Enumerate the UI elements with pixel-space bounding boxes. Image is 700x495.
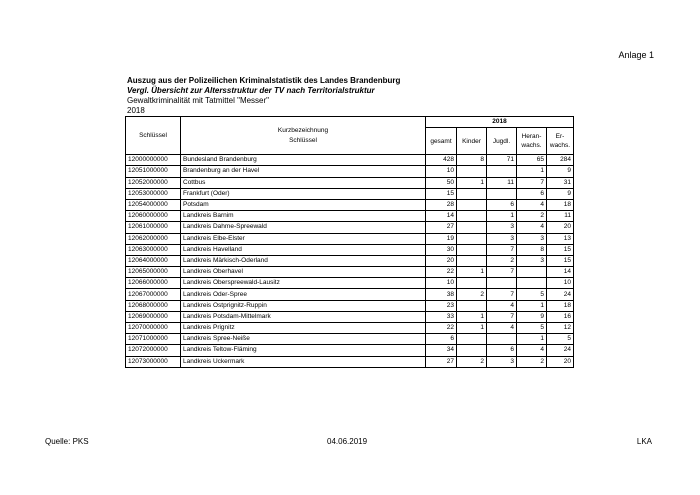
cell-key: 12068000000 <box>126 300 181 311</box>
cell-gesamt: 50 <box>426 177 457 188</box>
cell-key: 12000000000 <box>126 155 181 166</box>
cell-key: 12053000000 <box>126 188 181 199</box>
cell-kinder <box>457 188 487 199</box>
cell-heranwachs: 2 <box>517 356 547 367</box>
cell-kinder: 1 <box>457 311 487 322</box>
header-gesamt: gesamt <box>426 128 457 155</box>
cell-erwachs: 18 <box>547 199 574 210</box>
header-year-group: 2018 <box>426 117 574 128</box>
cell-erwachs: 16 <box>547 311 574 322</box>
cell-kinder: 2 <box>457 356 487 367</box>
cell-gesamt: 28 <box>426 199 457 210</box>
cell-name: Landkreis Dahme-Spreewald <box>181 222 426 233</box>
cell-heranwachs: 5 <box>517 323 547 334</box>
cell-erwachs: 9 <box>547 166 574 177</box>
table-row <box>126 255 574 266</box>
cell-kinder: 1 <box>457 267 487 278</box>
cell-gesamt: 428 <box>426 155 457 166</box>
cell-name: Landkreis Teltow-Fläming <box>181 345 426 356</box>
cell-heranwachs: 4 <box>517 345 547 356</box>
cell-jugdl: 4 <box>487 300 517 311</box>
cell-heranwachs: 5 <box>517 289 547 300</box>
cell-erwachs: 10 <box>547 278 574 289</box>
cell-gesamt: 22 <box>426 323 457 334</box>
footer-date: 04.06.2019 <box>327 437 368 446</box>
table-body <box>126 155 574 368</box>
cell-heranwachs: 1 <box>517 166 547 177</box>
cell-kinder <box>457 345 487 356</box>
cell-key: 12072000000 <box>126 345 181 356</box>
cell-name: Landkreis Oberhavel <box>181 267 426 278</box>
cell-jugdl: 2 <box>487 255 517 266</box>
cell-kinder <box>457 211 487 222</box>
table-row <box>126 311 574 322</box>
cell-gesamt: 34 <box>426 345 457 356</box>
table-row <box>126 334 574 345</box>
table-row <box>126 177 574 188</box>
cell-gesamt: 6 <box>426 334 457 345</box>
cell-name: Bundesland Brandenburg <box>181 155 426 166</box>
cell-name: Landkreis Prignitz <box>181 323 426 334</box>
cell-jugdl: 7 <box>487 311 517 322</box>
cell-heranwachs <box>517 278 547 289</box>
cell-gesamt: 38 <box>426 289 457 300</box>
annex-label: Anlage 1 <box>618 50 654 60</box>
cell-erwachs: 20 <box>547 356 574 367</box>
cell-heranwachs: 7 <box>517 177 547 188</box>
table-row <box>126 222 574 233</box>
cell-name: Landkreis Oder-Spree <box>181 289 426 300</box>
cell-erwachs: 5 <box>547 334 574 345</box>
cell-jugdl: 1 <box>487 211 517 222</box>
header-name: Kurzbezeichnung Schlüssel <box>181 117 426 155</box>
cell-jugdl: 71 <box>487 155 517 166</box>
cell-key: 12062000000 <box>126 233 181 244</box>
cell-name: Potsdam <box>181 199 426 210</box>
table-row <box>126 289 574 300</box>
cell-key: 12051000000 <box>126 166 181 177</box>
cell-heranwachs: 9 <box>517 311 547 322</box>
cell-kinder: 1 <box>457 177 487 188</box>
cell-name: Landkreis Spree-Neiße <box>181 334 426 345</box>
cell-gesamt: 27 <box>426 356 457 367</box>
cell-key: 12069000000 <box>126 311 181 322</box>
table-row <box>126 278 574 289</box>
cell-kinder: 2 <box>457 289 487 300</box>
cell-jugdl <box>487 166 517 177</box>
cell-heranwachs: 4 <box>517 199 547 210</box>
cell-jugdl <box>487 188 517 199</box>
cell-heranwachs: 8 <box>517 244 547 255</box>
table-row <box>126 244 574 255</box>
cell-heranwachs: 6 <box>517 188 547 199</box>
table-row <box>126 155 574 166</box>
cell-key: 12064000000 <box>126 255 181 266</box>
cell-key: 12073000000 <box>126 356 181 367</box>
cell-key: 12061000000 <box>126 222 181 233</box>
cell-kinder <box>457 199 487 210</box>
cell-heranwachs: 1 <box>517 300 547 311</box>
cell-gesamt: 30 <box>426 244 457 255</box>
cell-name: Landkreis Uckermark <box>181 356 426 367</box>
table-row <box>126 188 574 199</box>
cell-kinder <box>457 233 487 244</box>
cell-key: 12063000000 <box>126 244 181 255</box>
table-row <box>126 211 574 222</box>
cell-name: Landkreis Havelland <box>181 244 426 255</box>
cell-jugdl: 11 <box>487 177 517 188</box>
header-title: Auszug aus der Polizeilichen Kriminalstatistik des Landes Brandenburg <box>127 76 401 85</box>
cell-erwachs: 13 <box>547 233 574 244</box>
cell-heranwachs: 1 <box>517 334 547 345</box>
cell-erwachs: 24 <box>547 345 574 356</box>
cell-gesamt: 22 <box>426 267 457 278</box>
cell-jugdl: 7 <box>487 244 517 255</box>
cell-erwachs: 15 <box>547 255 574 266</box>
cell-gesamt: 33 <box>426 311 457 322</box>
cell-key: 12052000000 <box>126 177 181 188</box>
cell-key: 12066000000 <box>126 278 181 289</box>
cell-erwachs: 11 <box>547 211 574 222</box>
cell-heranwachs: 3 <box>517 255 547 266</box>
cell-heranwachs: 3 <box>517 233 547 244</box>
cell-name: Landkreis Barnim <box>181 211 426 222</box>
header-erwachs: Er- wachs. <box>547 128 574 155</box>
cell-key: 12070000000 <box>126 323 181 334</box>
table-row <box>126 233 574 244</box>
cell-kinder <box>457 222 487 233</box>
cell-jugdl: 6 <box>487 345 517 356</box>
footer-agency: LKA <box>636 437 652 446</box>
cell-name: Landkreis Oberspreewald-Lausitz <box>181 278 426 289</box>
cell-jugdl: 7 <box>487 267 517 278</box>
cell-kinder <box>457 334 487 345</box>
table-row <box>126 345 574 356</box>
cell-jugdl: 6 <box>487 199 517 210</box>
cell-heranwachs: 2 <box>517 211 547 222</box>
cell-jugdl: 7 <box>487 289 517 300</box>
header-jugdl: Jugdl. <box>487 128 517 155</box>
cell-heranwachs: 4 <box>517 222 547 233</box>
cell-erwachs: 20 <box>547 222 574 233</box>
cell-jugdl <box>487 334 517 345</box>
cell-gesamt: 27 <box>426 222 457 233</box>
cell-heranwachs <box>517 267 547 278</box>
header-year: 2018 <box>127 106 145 115</box>
cell-key: 12054000000 <box>126 199 181 210</box>
table-row <box>126 267 574 278</box>
cell-erwachs: 24 <box>547 289 574 300</box>
document-header <box>127 76 577 116</box>
cell-kinder <box>457 244 487 255</box>
cell-key: 12060000000 <box>126 211 181 222</box>
header-key: Schlüssel <box>126 117 181 155</box>
cell-erwachs: 14 <box>547 267 574 278</box>
header-topic: Gewaltkriminalität mit Tatmittel "Messer" <box>127 96 270 105</box>
cell-erwachs: 9 <box>547 188 574 199</box>
cell-erwachs: 18 <box>547 300 574 311</box>
cell-jugdl: 4 <box>487 323 517 334</box>
cell-kinder: 8 <box>457 155 487 166</box>
cell-kinder <box>457 300 487 311</box>
cell-key: 12067000000 <box>126 289 181 300</box>
cell-name: Landkreis Potsdam-Mittelmark <box>181 311 426 322</box>
cell-heranwachs: 65 <box>517 155 547 166</box>
cell-kinder <box>457 255 487 266</box>
cell-erwachs: 15 <box>547 244 574 255</box>
cell-gesamt: 10 <box>426 166 457 177</box>
cell-gesamt: 20 <box>426 255 457 266</box>
cell-jugdl: 3 <box>487 356 517 367</box>
cell-erwachs: 12 <box>547 323 574 334</box>
cell-jugdl: 3 <box>487 233 517 244</box>
cell-name: Landkreis Elbe-Elster <box>181 233 426 244</box>
table-row <box>126 300 574 311</box>
cell-kinder <box>457 166 487 177</box>
cell-gesamt: 19 <box>426 233 457 244</box>
header-subtitle: Vergl. Übersicht zur Altersstruktur der TV nach Territorialstruktur <box>127 86 375 95</box>
table-row <box>126 356 574 367</box>
cell-name: Landkreis Ostprignitz-Ruppin <box>181 300 426 311</box>
cell-gesamt: 23 <box>426 300 457 311</box>
cell-gesamt: 10 <box>426 278 457 289</box>
cell-key: 12065000000 <box>126 267 181 278</box>
cell-key: 12071000000 <box>126 334 181 345</box>
cell-kinder: 1 <box>457 323 487 334</box>
table-row <box>126 323 574 334</box>
table-row <box>126 166 574 177</box>
statistics-table <box>125 116 574 368</box>
table-row <box>126 199 574 210</box>
cell-name: Frankfurt (Oder) <box>181 188 426 199</box>
cell-jugdl <box>487 278 517 289</box>
cell-name: Brandenburg an der Havel <box>181 166 426 177</box>
cell-name: Landkreis Märkisch-Oderland <box>181 255 426 266</box>
cell-name: Cottbus <box>181 177 426 188</box>
cell-gesamt: 14 <box>426 211 457 222</box>
cell-gesamt: 15 <box>426 188 457 199</box>
cell-jugdl: 3 <box>487 222 517 233</box>
cell-erwachs: 284 <box>547 155 574 166</box>
cell-kinder <box>457 278 487 289</box>
header-kinder: Kinder <box>457 128 487 155</box>
header-heranwachs: Heran- wachs. <box>517 128 547 155</box>
cell-erwachs: 31 <box>547 177 574 188</box>
footer-source: Quelle: PKS <box>45 437 89 446</box>
